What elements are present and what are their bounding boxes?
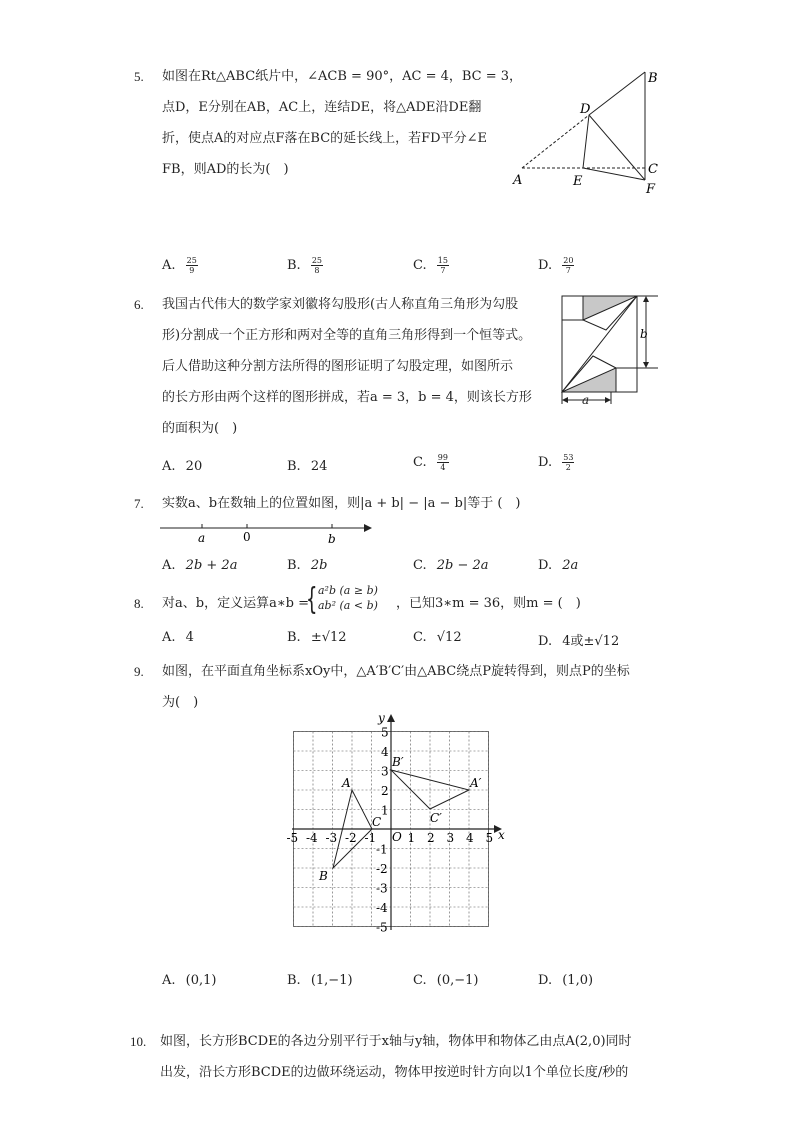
- option-value: 4: [185, 630, 194, 645]
- liu-hui-rectangle-figure: [556, 292, 666, 412]
- option-fraction: $\frac{15}{7}$: [437, 256, 448, 275]
- option-a[interactable]: [162, 256, 198, 275]
- label-a: A: [342, 776, 351, 790]
- x-tick-label: 3: [446, 831, 455, 845]
- origin-label: O: [392, 830, 402, 844]
- number-line-figure: [158, 518, 378, 548]
- y-tick-label: 5: [381, 725, 389, 740]
- option-value: (1,0): [562, 973, 594, 988]
- option-letter: A.: [162, 558, 176, 573]
- piecewise-brace: {: [306, 582, 318, 617]
- option-b[interactable]: [287, 558, 327, 573]
- label-b: B: [319, 869, 328, 883]
- option-d[interactable]: [538, 256, 574, 275]
- option-fraction: $\frac{25}{9}$: [186, 256, 197, 275]
- option-value: √12: [436, 630, 462, 645]
- label-c: C: [372, 815, 382, 829]
- y-axis-arrow: [387, 714, 395, 722]
- piecewise-case-2: ab² (a < b): [318, 599, 378, 612]
- option-letter: A.: [162, 630, 176, 645]
- question-text-line: 折，使点A的对应点F落在BC的延长线上，若FD平分∠E: [162, 131, 487, 146]
- option-letter: B.: [287, 258, 301, 273]
- option-value: 2b − 2a: [436, 558, 489, 573]
- option-a[interactable]: [162, 459, 202, 474]
- question-text-line: 出发，沿长方形BCDE的边做环绕运动，物体甲按逆时针方向以1个单位长度/秒的: [160, 1065, 629, 1080]
- x-axis-label: x: [498, 828, 505, 842]
- label-f: F: [646, 182, 656, 197]
- x-tick-label: -4: [306, 831, 318, 845]
- option-value: ±√12: [310, 630, 347, 645]
- option-fraction: $\frac{20}{7}$: [563, 256, 574, 275]
- option-c[interactable]: [413, 256, 449, 275]
- question-text-line: 实数a、b在数轴上的位置如图，则|a + b| − |a − b|等于 ( ): [162, 496, 521, 511]
- y-tick-label: 1: [381, 803, 389, 818]
- y-tick-label: -5: [376, 920, 388, 935]
- option-letter: D.: [538, 973, 553, 988]
- y-tick-label: 3: [381, 764, 389, 779]
- option-b[interactable]: [287, 459, 327, 474]
- question-number: 7.: [134, 496, 144, 511]
- label-c: C: [648, 162, 658, 177]
- question-text-line: 为( ): [162, 695, 199, 710]
- option-value: 2a: [562, 558, 579, 573]
- label-d: D: [580, 102, 591, 117]
- question-text-line: 的长方形由两个这样的图形拼成，若a = 3，b = 4，则该长方形: [162, 390, 532, 405]
- x-tick-label: 4: [466, 831, 474, 845]
- option-letter: C.: [413, 455, 427, 470]
- piecewise-case-1: a²b (a ≥ b): [318, 584, 378, 597]
- question-number: 5.: [134, 69, 144, 84]
- x-tick-label: -5: [286, 831, 299, 845]
- y-tick-label: 2: [381, 784, 389, 798]
- option-letter: C.: [413, 258, 427, 273]
- x-tick-label: 1: [407, 831, 416, 845]
- question-text-line: 我国古代伟大的数学家刘徽将勾股形(古人称直角三角形为勾股: [162, 297, 519, 312]
- y-tick-label: 4: [381, 745, 389, 759]
- option-c[interactable]: [413, 973, 478, 988]
- option-a[interactable]: [162, 558, 237, 573]
- x-tick-label: 5: [485, 831, 494, 845]
- y-tick-label: -2: [376, 862, 388, 876]
- option-value: (0,−1): [436, 973, 479, 988]
- y-axis-label: y: [378, 711, 385, 725]
- option-value: 2b + 2a: [185, 558, 238, 573]
- option-fraction: $\frac{99}{4}$: [437, 453, 448, 472]
- option-letter: B.: [287, 630, 301, 645]
- option-c[interactable]: [413, 453, 449, 472]
- option-letter: B.: [287, 973, 301, 988]
- x-tick-label: 2: [427, 831, 435, 845]
- option-c[interactable]: [413, 630, 462, 645]
- question-text-line: FB，则AD的长为( ): [162, 162, 289, 177]
- axis-label-zero: 0: [243, 530, 251, 544]
- option-letter: C.: [413, 630, 427, 645]
- option-value: 24: [310, 459, 328, 474]
- axis-label-a: a: [198, 531, 206, 545]
- question-number: 6.: [134, 297, 144, 312]
- axis-label-b: b: [328, 532, 336, 546]
- label-b: B: [648, 71, 658, 86]
- option-fraction: $\frac{25}{8}$: [311, 256, 323, 275]
- question-number: 8.: [134, 596, 144, 611]
- label-c-prime: C′: [430, 811, 442, 825]
- coordinate-grid-figure: [284, 708, 514, 938]
- option-d[interactable]: [538, 630, 619, 649]
- option-b[interactable]: [287, 256, 323, 275]
- label-b-prime: B′: [392, 755, 404, 769]
- question-text-line: 点D，E分别在AB，AC上，连结DE，将△ADE沿DE翻: [162, 100, 482, 115]
- option-letter: A.: [162, 258, 176, 273]
- option-value: 4或±√12: [562, 634, 620, 649]
- option-letter: D.: [538, 558, 553, 573]
- option-letter: C.: [413, 973, 427, 988]
- option-letter: D.: [538, 258, 553, 273]
- question-text-line: 形)分割成一个正方形和两对全等的直角三角形得到一个恒等式。: [162, 328, 532, 343]
- option-letter: C.: [413, 558, 427, 573]
- option-b[interactable]: [287, 630, 347, 645]
- folded-triangle-figure: [510, 62, 670, 202]
- option-c[interactable]: [413, 558, 489, 573]
- x-tick-label: -1: [364, 831, 377, 845]
- option-value: (1,−1): [310, 973, 353, 988]
- question-number: 10.: [130, 1034, 147, 1049]
- option-d[interactable]: [538, 558, 578, 573]
- question-text-line: 的面积为( ): [162, 421, 238, 436]
- question-number: 9.: [134, 664, 144, 679]
- label-a-prime: A′: [470, 776, 482, 790]
- option-letter: A.: [162, 973, 176, 988]
- question-text-line: 如图，长方形BCDE的各边分别平行于x轴与y轴，物体甲和物体乙由点A(2,0)同时: [160, 1034, 632, 1049]
- definition-suffix: ，已知3∗m = 36，则m = ( ): [396, 596, 581, 611]
- option-d[interactable]: [538, 973, 593, 988]
- definition-prefix: 对a、b，定义运算a∗b =: [162, 596, 310, 611]
- option-value: 20: [185, 459, 203, 474]
- y-tick-label: -3: [376, 881, 388, 896]
- x-tick-label: -2: [345, 831, 357, 845]
- option-a[interactable]: [162, 630, 194, 645]
- option-value: 2b: [310, 558, 328, 573]
- option-d[interactable]: [538, 453, 574, 472]
- y-tick-label: -4: [376, 901, 388, 915]
- question-text-line: 如图在Rt△ABC纸片中，∠ACB = 90°，AC = 4，BC = 3，: [162, 69, 523, 84]
- tick-labels: [287, 726, 494, 935]
- option-b[interactable]: [287, 973, 353, 988]
- question-text-line: 后人借助这种分割方法所得的图形证明了勾股定理，如图所示: [162, 359, 514, 374]
- option-letter: D.: [538, 455, 553, 470]
- option-letter: B.: [287, 459, 301, 474]
- option-value: (0,1): [185, 973, 217, 988]
- option-letter: B.: [287, 558, 301, 573]
- label-a: a: [582, 393, 590, 407]
- option-a[interactable]: [162, 973, 217, 988]
- question-text-line: 如图，在平面直角坐标系xOy中，△A′B′C′由△ABC绕点P旋转得到，则点P的坐标: [162, 664, 630, 679]
- option-letter: D.: [538, 634, 553, 649]
- option-letter: A.: [162, 459, 176, 474]
- option-fraction: $\frac{53}{2}$: [563, 453, 574, 472]
- label-a: A: [513, 173, 523, 188]
- y-tick-label: -1: [376, 842, 388, 857]
- x-tick-label: -3: [325, 831, 338, 845]
- label-e: E: [573, 174, 583, 189]
- label-b: b: [640, 327, 648, 341]
